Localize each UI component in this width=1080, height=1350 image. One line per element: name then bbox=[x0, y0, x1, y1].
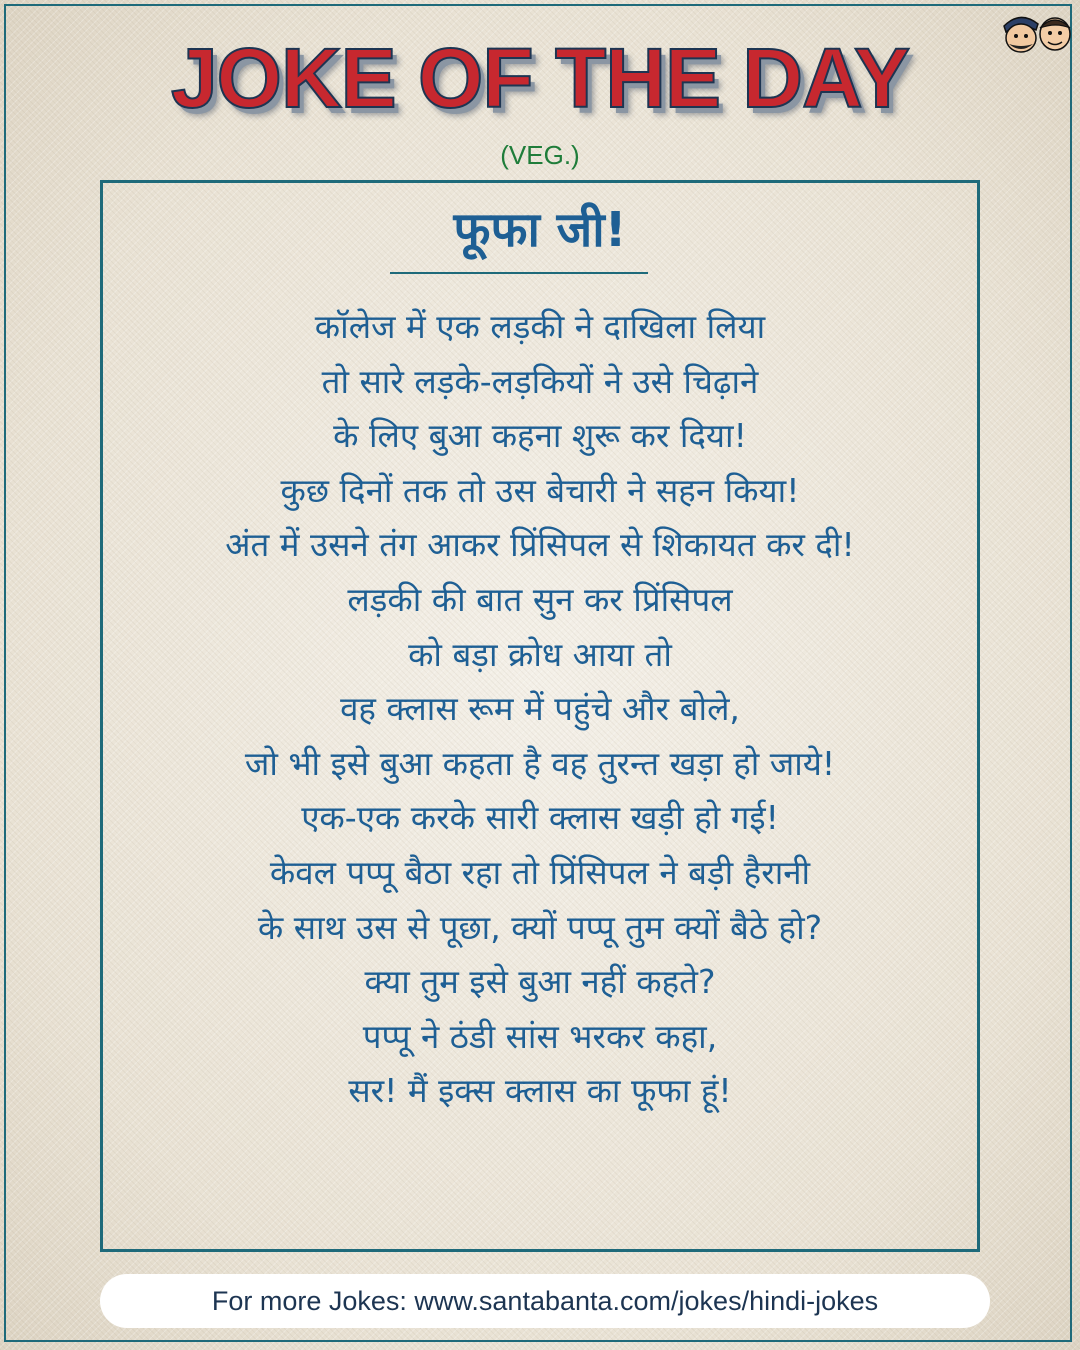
joke-title: फूफा जी! bbox=[453, 202, 627, 258]
joke-line: को बड़ा क्रोध आया तो bbox=[408, 634, 672, 674]
page-title: JOKE OF THE DAY bbox=[170, 31, 910, 125]
page-subtitle: (VEG.) bbox=[500, 140, 580, 170]
title-underline bbox=[390, 272, 648, 274]
joke-line: जो भी इसे बुआ कहता है वह तुरन्त खड़ा हो जाये! bbox=[244, 743, 836, 783]
joke-body bbox=[100, 300, 980, 1119]
joke-line: कॉलेज में एक लड़की ने दाखिला लिया bbox=[314, 307, 766, 346]
joke-line: लड़की की बात सुन कर प्रिंसिपल bbox=[347, 579, 733, 619]
joke-line: क्या तुम इसे बुआ नहीं कहते? bbox=[364, 962, 716, 1002]
joke-line: सर! मैं इक्स क्लास का फूफा हूं! bbox=[348, 1071, 732, 1111]
joke-line: वह क्लास रूम में पहुंचे और बोले, bbox=[340, 689, 740, 729]
joke-line: एक-एक करके सारी क्लास खड़ी हो गई! bbox=[301, 798, 779, 838]
joke-line: अंत में उसने तंग आकर प्रिंसिपल से शिकायत कर दी! bbox=[225, 525, 855, 565]
joke-line: तो सारे लड़के-लड़कियों ने उसे चिढ़ाने bbox=[321, 361, 759, 401]
joke-line: के साथ उस से पूछा, क्यों पप्पू तुम क्यों बैठे हो? bbox=[257, 907, 823, 947]
footer-url-link[interactable]: www.santabanta.com/jokes/hindi-jokes bbox=[414, 1286, 879, 1316]
footer-link-banner[interactable] bbox=[100, 1274, 990, 1328]
joke-line: के लिए बुआ कहना शुरू कर दिया! bbox=[333, 416, 747, 456]
joke-line: पप्पू ने ठंडी सांस भरकर कहा, bbox=[362, 1016, 718, 1056]
joke-line: केवल पप्पू बैठा रहा तो प्रिंसिपल ने बड़ी हैरानी bbox=[269, 852, 811, 892]
joke-line: कुछ दिनों तक तो उस बेचारी ने सहन किया! bbox=[280, 470, 800, 510]
footer-label: For more Jokes: bbox=[211, 1286, 415, 1316]
